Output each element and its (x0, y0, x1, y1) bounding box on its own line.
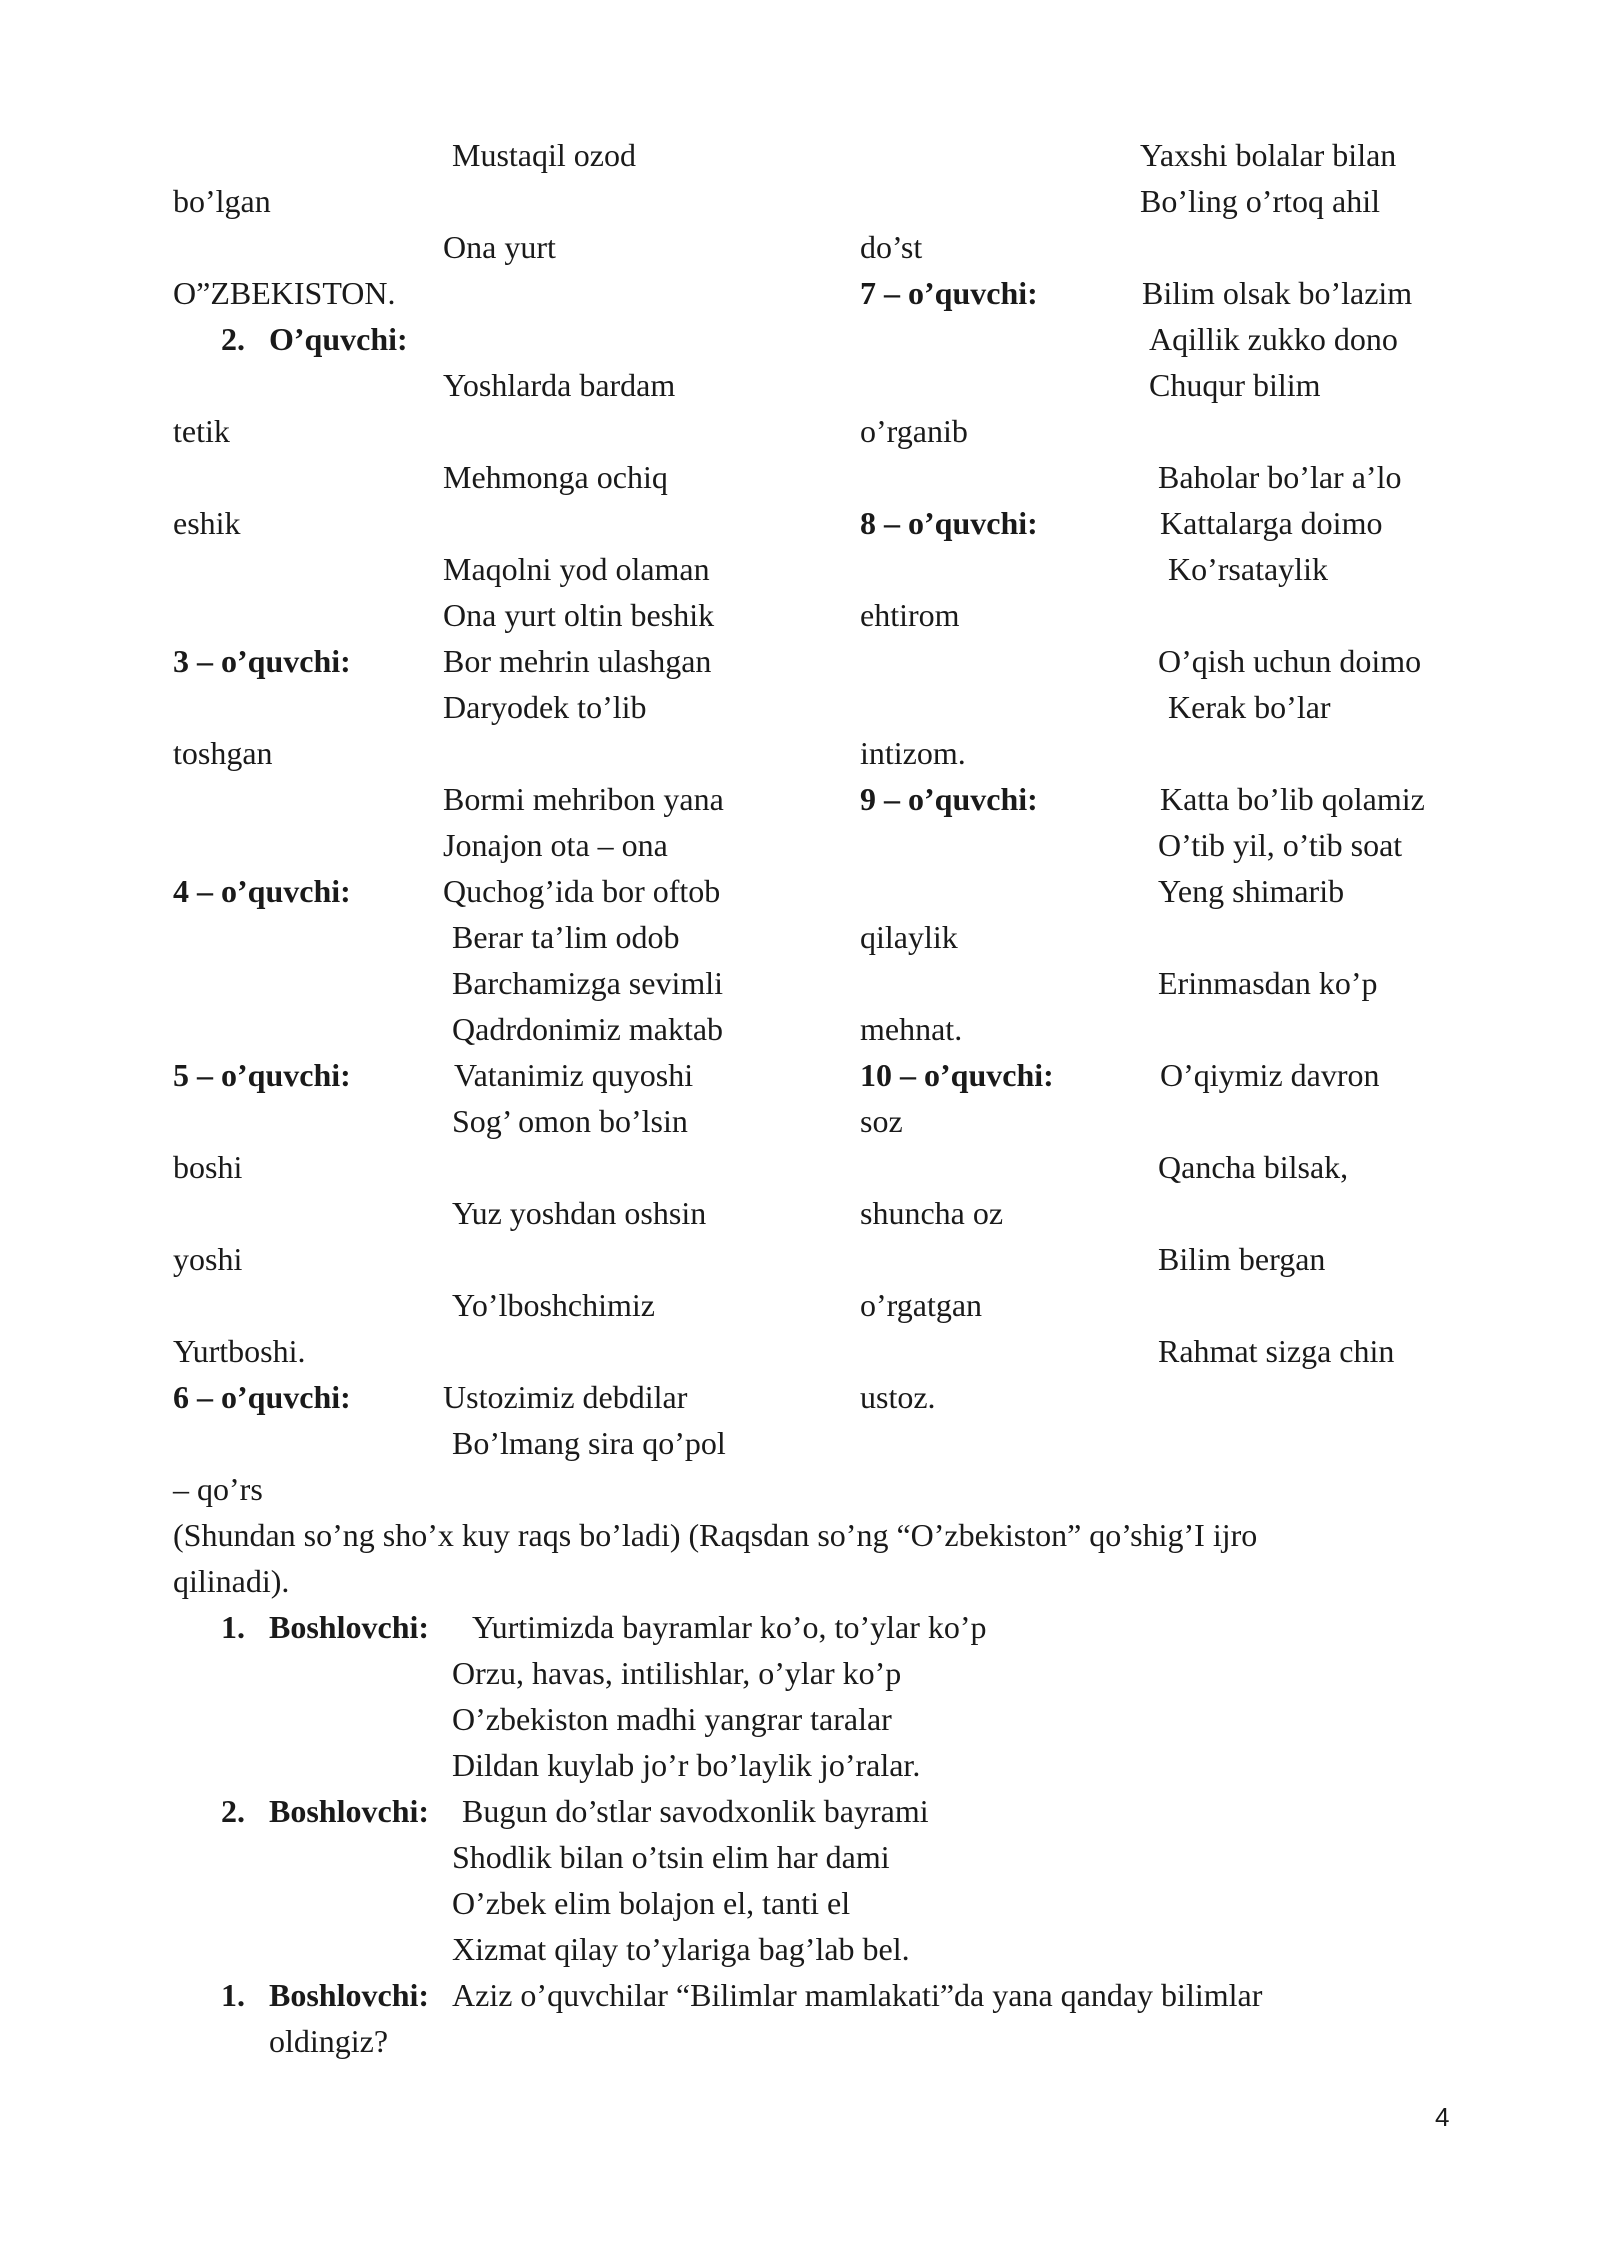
verse-line: Dildan kuylab jo’r bo’laylik jo’ralar. (452, 1747, 921, 1783)
list-number: 1. (221, 1609, 245, 1645)
speaker-label: Boshlovchi: (269, 1793, 430, 1829)
verse-line: Kattalarga doimo (1160, 505, 1383, 541)
verse-line: Aqillik zukko dono (1149, 321, 1398, 357)
speaker-label: 9 – o’quvchi: (860, 781, 1038, 817)
verse-line: Barchamizga sevimli (452, 965, 724, 1001)
verse-line: Qadrdonimiz maktab (452, 1011, 724, 1047)
verse-line: Mehmonga ochiq (443, 459, 668, 495)
verse-line: ehtirom (860, 597, 960, 633)
speaker-label: 10 – o’quvchi: (860, 1057, 1054, 1093)
stage-direction: (Shundan so’ng sho’x kuy raqs bo’ladi) (Raqsdan so’ng “O’zbekiston” qo’shig’I ijro (173, 1517, 1258, 1553)
speaker-label: 7 – o’quvchi: (860, 275, 1038, 311)
verse-line: Ustozimiz debdilar (443, 1379, 688, 1415)
verse-line: tetik (173, 413, 230, 449)
speaker-label: 6 – o’quvchi: (173, 1379, 351, 1415)
verse-line: Shodlik bilan o’tsin elim har dami (452, 1839, 890, 1875)
verse-line: O’qish uchun doimo (1158, 643, 1422, 679)
verse-line: Bilim bergan (1158, 1241, 1326, 1277)
verse-line: soz (860, 1103, 903, 1139)
verse-line: shuncha oz (860, 1195, 1004, 1231)
list-number: 1. (221, 1977, 245, 2013)
verse-line: Yuz yoshdan oshsin (452, 1195, 707, 1231)
verse-line: Chuqur bilim (1149, 367, 1321, 403)
verse-line: Qancha bilsak, (1158, 1149, 1349, 1185)
verse-line: Jonajon ota – ona (443, 827, 668, 863)
verse-line: oldingiz? (269, 2023, 389, 2059)
verse-line: Bor mehrin ulashgan (443, 643, 712, 679)
verse-line: Yeng shimarib (1158, 873, 1345, 909)
verse-line: Ko’rsataylik (1168, 551, 1328, 587)
speaker-label: Boshlovchi: (269, 1977, 430, 2013)
verse-line: do’st (860, 229, 923, 265)
speaker-label: 5 – o’quvchi: (173, 1057, 351, 1093)
verse-line: Aziz o’quvchilar “Bilimlar mamlakati”da yana qanday bilimlar (452, 1977, 1263, 2013)
verse-line: Xizmat qilay to’ylariga bag’lab bel. (452, 1931, 910, 1967)
verse-line: Berar ta’lim odob (452, 919, 680, 955)
verse-line: Sog’ omon bo’lsin (452, 1103, 688, 1139)
verse-line: yoshi (173, 1241, 243, 1277)
speaker-label: 3 – o’quvchi: (173, 643, 351, 679)
verse-line: o’rganib (860, 413, 968, 449)
verse-line: Rahmat sizga chin (1158, 1333, 1395, 1369)
verse-line: Kerak bo’lar (1168, 689, 1331, 725)
verse-line: Bugun do’stlar savodxonlik bayrami (462, 1793, 929, 1829)
speaker-label: O’quvchi: (269, 321, 408, 357)
speaker-label: 8 – o’quvchi: (860, 505, 1038, 541)
verse-line: Yaxshi bolalar bilan (1140, 137, 1397, 173)
verse-line: O”ZBEKISTON. (173, 275, 396, 311)
verse-line: bo’lgan (173, 183, 271, 219)
verse-line: Yo’lboshchimiz (452, 1287, 655, 1323)
page-number: 4 (1435, 2102, 1450, 2132)
speaker-label: Boshlovchi: (269, 1609, 430, 1645)
verse-line: o’rgatgan (860, 1287, 983, 1323)
verse-line: O’tib yil, o’tib soat (1158, 827, 1403, 863)
verse-line: Daryodek to’lib (443, 689, 647, 725)
verse-line: Yoshlarda bardam (443, 367, 676, 403)
verse-line: boshi (173, 1149, 243, 1185)
stage-direction: qilinadi). (173, 1563, 290, 1599)
verse-line: Vatanimiz quyoshi (454, 1057, 694, 1093)
verse-line: Yurtimizda bayramlar ko’o, to’ylar ko’p (472, 1609, 987, 1645)
verse-line: Bo’ling o’rtoq ahil (1140, 183, 1380, 219)
verse-line: Mustaqil ozod (452, 137, 636, 173)
verse-line: eshik (173, 505, 241, 541)
verse-line: Maqolni yod olaman (443, 551, 710, 587)
verse-line: Bilim olsak bo’lazim (1142, 275, 1413, 311)
verse-line: Ona yurt oltin beshik (443, 597, 715, 633)
verse-line: – qo’rs (173, 1471, 263, 1507)
verse-line: Katta bo’lib qolamiz (1160, 781, 1425, 817)
verse-line: Ona yurt (443, 229, 556, 265)
verse-line: O’qiymiz davron (1160, 1057, 1380, 1093)
verse-line: mehnat. (860, 1011, 963, 1047)
verse-line: Quchog’ida bor oftob (443, 873, 721, 909)
verse-line: Erinmasdan ko’p (1158, 965, 1378, 1001)
speaker-label: 4 – o’quvchi: (173, 873, 351, 909)
verse-line: Baholar bo’lar a’lo (1158, 459, 1402, 495)
verse-line: Bo’lmang sira qo’pol (452, 1425, 726, 1461)
list-number: 2. (221, 321, 245, 357)
verse-line: Orzu, havas, intilishlar, o’ylar ko’p (452, 1655, 902, 1691)
verse-line: Bormi mehribon yana (443, 781, 724, 817)
verse-line: O’zbekiston madhi yangrar taralar (452, 1701, 892, 1737)
verse-line: ustoz. (860, 1379, 936, 1415)
verse-line: Yurtboshi. (173, 1333, 306, 1369)
verse-line: toshgan (173, 735, 273, 771)
verse-line: O’zbek elim bolajon el, tanti el (452, 1885, 851, 1921)
verse-line: qilaylik (860, 919, 958, 955)
list-number: 2. (221, 1793, 245, 1829)
verse-line: intizom. (860, 735, 966, 771)
